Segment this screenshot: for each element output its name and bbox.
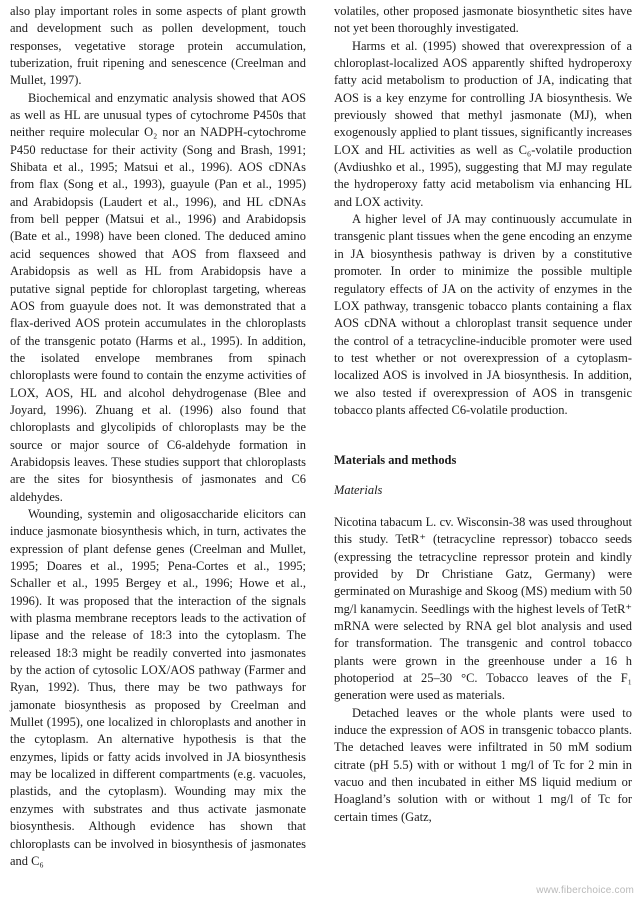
- paragraph: A higher level of JA may continuously accumulate in transgenic plant tissues when the gene encoding an enzyme in JA biosynthesis pathway is driven by a constitutive promoter. In order to minimize the possible multiple regulatory effects of JA on the activity of enzymes in the LOX pathway, transgenic tobacco plants containing a flax AOS cDNA without a chloroplast transit sequence under the control of a tetracycline-inducible promoter were used to test whether or not overexpression of a cytoplasm-localized AOS is involved in JA biosynthesis. In addition, we also tested if overexpression of AOS in transgenic tobacco plants affected C6-volatile production.: [334, 212, 632, 417]
- paragraph: Biochemical and enzymatic analysis showed that AOS as well as HL are unusual types of cytochrome P450s that neither require molecular O₂ nor an NADPH-cytochrome P450 reductase for their activity (Song and Brash, 1991; Shibata et al., 1995; Matsui et al., 1996). AOS cDNAs from flax (Song et al., 1993), guayule (Pan et al., 1995) and Arabidopsis (Laudert et al., 1996), and HL cDNAs from bell pepper (Matsui et al., 1996) and Arabidopsis (Bate et al., 1998) have been cloned. The deduced amino acid sequences showed that AOS from flaxseed and Arabidopsis as well as HL from Arabidopsis have a putative signal peptide for chloroplast targeting, whereas AOS from guayule does not. It was demonstrated that a flax-derived AOS protein accumulates in the chloroplasts of the transgenic potato (Harms et al., 1995). In addition, the isolated envelope membranes from spinach chloroplasts were found to contain the enzyme activities of LOX, AOS, HL and alcohol dehydrogenase (Blee and Joyard, 1996). Zhuang et al. (1996) also found that chloroplasts and glycolipids of chloroplasts may be the source or major source of C6-aldehyde formation in Arabidopsis leaves. These studies support that chloroplasts are the sites for biosynthesis of jasmonates and C6 aldehydes.: [10, 90, 306, 504]
- watermark: www.fiberchoice.com: [536, 885, 634, 896]
- paragraph: volatiles, other proposed jasmonate biosynthetic sites have not yet been thoroughly investigated.: [334, 4, 632, 36]
- paragraph: Wounding, systemin and oligosaccharide elicitors can induce jasmonate biosynthesis which, in turn, activates the expression of plant defense genes (Creelman and Mullet, 1995; Doares et al., 1995; Pena-Cortes et al., 1995; Schaller et al., 1995 Bergey et al., 1996; Howe et al., 1996). It was proposed that the interaction of the signals with plasma membrane receptors leads to the activation of lipase and the release of 18:3 into the cytoplasm. The released 18:3 might be readily converted into jasmonates by the action of cytosolic LOX/AOS pathway (Farmer and Ryan, 1992). Thus, there may be two pathways for jamonate biosynthesis as proposed by Creelman and Mullet (1995), one localized in chloroplasts and another in the cytoplasm. An alternative hypothesis is that the enzymes, lipids or fatty acids involved in JA biosynthesis may be localized in different compartments (e.g. vacuoles, plastids, and the cytoplasm). Wounding may mix the enzymes with substrates and thus activate jasmonate biosynthesis. Although evidence has shown that chloroplasts can be involved in biosynthesis of jasmonates and C₆: [10, 506, 306, 868]
- paragraph: Nicotina tabacum L. cv. Wisconsin-38 was used throughout this study. TetR⁺ (tetracycline repressor) tobacco seeds (expressing the tetracycline repressor protein and kindly provided by Dr Christiane Gatz, Germany) were germinated on Murashige and Skoog (MS) medium with 50 mg/l kanamycin. Seedlings with the highest levels of TetR⁺ mRNA were selected by RNA gel blot analysis and used for transformation. The transgenic and control tobacco plants were grown in the greenhouse under a 16 h photoperiod at 25–30 °C. Tobacco leaves of the F₁ generation were used as materials.: [334, 514, 632, 703]
- section-heading: Materials and methods: [334, 453, 457, 468]
- right-column: [334, 3, 632, 826]
- subsection-heading: Materials: [334, 482, 383, 497]
- left-column: [10, 3, 306, 870]
- paragraph: Harms et al. (1995) showed that overexpression of a chloroplast-localized AOS apparently shifted hydroperoxy fatty acid metabolism to production of JA, indicating that AOS is a key enzyme for controlling JA biosynthesis. We previously showed that methyl jasmonate (MJ), when exogenously applied to plant tissues, significantly increases LOX and HL activities as well as C₆-volatile production (Avdiushko et al., 1995), suggesting that MJ may regulate the hydroperoxy fatty acid metabolism via enhancing HL and LOX activity.: [334, 38, 632, 209]
- paragraph: Detached leaves or the whole plants were used to induce the expression of AOS in transgenic tobacco plants. The detached leaves were infiltrated in 50 mM sodium citrate (pH 5.5) with or without 1 mg/l of Tc for 2 min in vacuo and then incubated in either MS liquid medium or Hoagland’s solution with or without 1 mg/l of Tc for certain times (Gatz,: [334, 705, 632, 824]
- paragraph: also play important roles in some aspects of plant growth and development such as pollen development, touch responses, vegetative storage protein accumulation, tuberization, fruit ripening and senescence (Creelman and Mullet, 1997).: [10, 4, 306, 88]
